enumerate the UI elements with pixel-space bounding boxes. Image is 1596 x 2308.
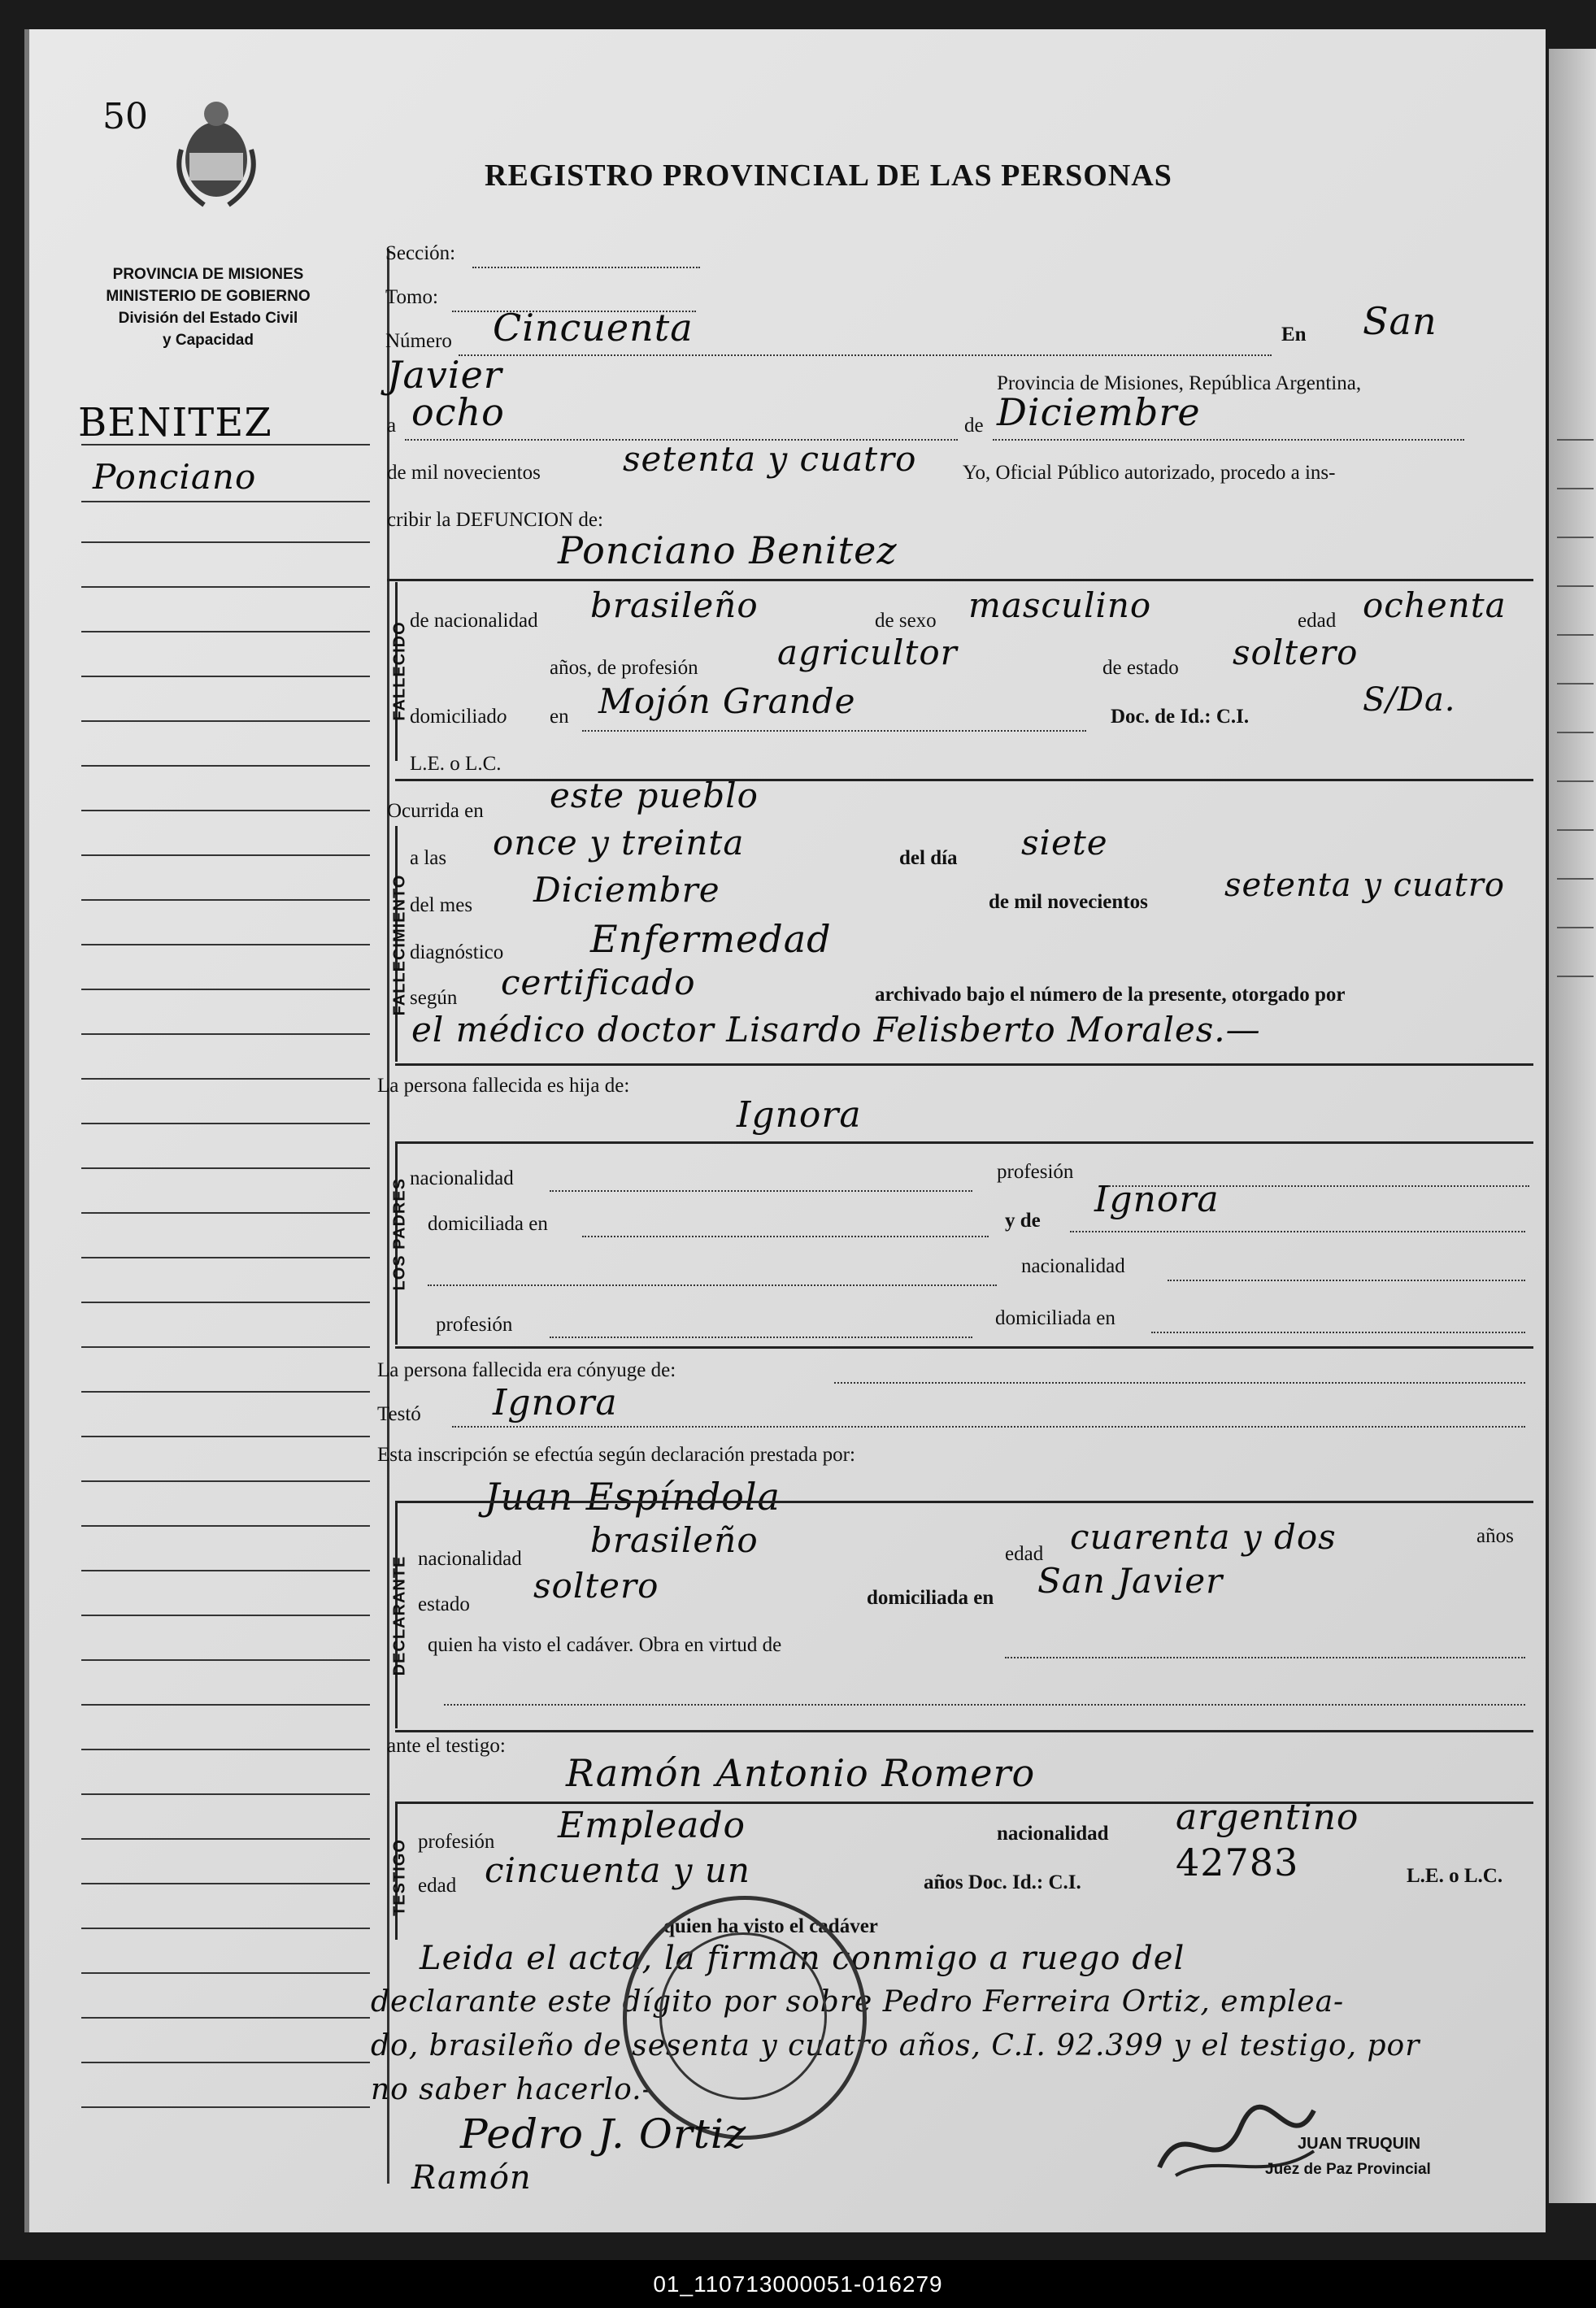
- nacionalidad-value: argentino: [1176, 1797, 1359, 1838]
- org-block: [78, 263, 338, 351]
- fallecimiento-side-label: FALLECIMIENTO: [390, 874, 409, 1016]
- segun-label: según: [410, 987, 458, 1009]
- ocurrida-label: Ocurrida en: [387, 800, 484, 822]
- dia-value: siete: [1021, 823, 1108, 863]
- edad-value: ochenta: [1363, 585, 1507, 625]
- provincia-text: Provincia de Misiones, República Argentina,: [997, 372, 1362, 394]
- signature: Ramón: [411, 2159, 532, 2197]
- margin-divider: [387, 249, 389, 2184]
- domiciliada2-label: domiciliada en: [995, 1307, 1115, 1329]
- domicilio-value: San Javier: [1037, 1561, 1224, 1601]
- day-value: ocho: [411, 390, 505, 434]
- dia-label: del día: [899, 847, 958, 869]
- edad-label: edad: [418, 1875, 457, 1897]
- padre-value: Ignora: [737, 1094, 862, 1136]
- ocurrida-value: este pueblo: [550, 776, 759, 815]
- deceased-name: Ponciano Benitez: [558, 528, 898, 572]
- mes-label: del mes: [410, 894, 473, 916]
- profesion-label: profesión: [997, 1161, 1074, 1183]
- domicilio-value: Mojón Grande: [598, 681, 856, 721]
- closing-line: no saber hacerlo.-: [371, 2073, 653, 2106]
- image-caption: 01_110713000051-016279: [0, 2260, 1596, 2308]
- edad-label: edad: [1298, 610, 1337, 632]
- en-label: en: [550, 706, 569, 728]
- en-label: En: [1281, 324, 1307, 346]
- cadaver-label: quien ha visto el cadáver: [663, 1915, 878, 1937]
- month-value: Diciembre: [997, 390, 1201, 434]
- domiciliado-suffix: o: [496, 706, 507, 728]
- testigo-side-label: TESTIGO: [390, 1839, 409, 1916]
- madre-value: Ignora: [1094, 1179, 1220, 1220]
- signature: Pedro J. Ortiz: [460, 2110, 747, 2158]
- declaracion-label: Esta inscripción se efectúa según declaración prestada por:: [377, 1444, 855, 1466]
- estado-value: soltero: [1233, 632, 1359, 672]
- archivado-text: archivado bajo el número de la presente, otorgado por: [875, 984, 1346, 1006]
- oficial-text: Yo, Oficial Público autorizado, procedo a ins-: [963, 462, 1336, 484]
- fallecido-side-label: FALLECIDO: [390, 621, 409, 721]
- conyuge-label: La persona fallecida era cónyuge de:: [377, 1359, 676, 1381]
- testo-value: Ignora: [493, 1382, 618, 1423]
- le-label: L.E. o L.C.: [1407, 1865, 1503, 1887]
- numero-label: Número: [385, 330, 452, 352]
- org-line: MINISTERIO DE GOBIERNO: [106, 288, 311, 305]
- edad-value: cincuenta y un: [485, 1850, 750, 1890]
- declarante-name: Juan Espíndola: [485, 1475, 781, 1519]
- coat-of-arms-icon: [172, 93, 261, 215]
- domiciliada-label: domiciliada en: [867, 1587, 994, 1609]
- anio-value: setenta y cuatro: [1224, 867, 1505, 904]
- hora-value: once y treinta: [493, 823, 745, 863]
- official-title: Juez de Paz Provincial: [1265, 2161, 1431, 2178]
- estado-label: de estado: [1102, 657, 1179, 679]
- nacionalidad-label: de nacionalidad: [410, 610, 538, 632]
- profesion2-label: profesión: [436, 1314, 513, 1336]
- hija-label: La persona fallecida es hija de:: [377, 1075, 630, 1097]
- declarante-side-label: DECLARANTE: [390, 1555, 409, 1676]
- estado-label: estado: [418, 1593, 470, 1615]
- doc-label: Doc. de Id.: C.I.: [1111, 706, 1250, 728]
- de-label: de: [964, 415, 984, 437]
- nacionalidad-value: brasileño: [590, 1520, 759, 1560]
- mes-value: Diciembre: [533, 870, 720, 910]
- org-line: PROVINCIA DE MISIONES: [112, 266, 304, 283]
- segun-value: certificado: [501, 963, 696, 1002]
- sexo-label: de sexo: [875, 610, 937, 632]
- y-de-label: y de: [1005, 1210, 1041, 1232]
- padres-side-label: LOS PADRES: [390, 1177, 409, 1291]
- testigo-name: Ramón Antonio Romero: [566, 1751, 1036, 1795]
- nacionalidad-label: nacionalidad: [410, 1167, 514, 1189]
- margin-surname: BENITEZ: [78, 400, 272, 446]
- le-label: L.E. o L.C.: [410, 753, 502, 775]
- org-line: y Capacidad: [163, 332, 254, 349]
- doc-value: 42783: [1176, 1841, 1299, 1884]
- numero-value: Cincuenta: [493, 306, 694, 350]
- profesion-value: Empleado: [558, 1805, 746, 1846]
- page-number: 50: [102, 96, 148, 137]
- nacionalidad-label: nacionalidad: [418, 1548, 522, 1570]
- a-label: a: [387, 415, 397, 437]
- testo-label: Testó: [377, 1403, 421, 1425]
- place-value: San: [1363, 299, 1437, 343]
- diagnostico-value: Enfermedad: [590, 917, 832, 961]
- cadaver-label: quien ha visto el cadáver. Obra en virtud de: [428, 1634, 782, 1656]
- mil-label: de mil novecientos: [989, 891, 1148, 913]
- tomo-label: Tomo:: [385, 286, 438, 308]
- profesion-value: agricultor: [777, 632, 958, 672]
- anos-doc-label: años Doc. Id.: C.I.: [924, 1871, 1081, 1893]
- closing-line: declarante este dígito por sobre Pedro Ferreira Ortiz, emplea-: [371, 1985, 1345, 2019]
- estado-value: soltero: [533, 1566, 659, 1606]
- org-line: División del Estado Civil: [118, 310, 298, 327]
- nacionalidad2-label: nacionalidad: [1021, 1255, 1125, 1277]
- nacionalidad-value: brasileño: [590, 585, 759, 625]
- anos-profesion-label: años, de profesión: [550, 657, 698, 679]
- diagnostico-label: diagnóstico: [410, 941, 504, 963]
- edad-value: cuarenta y dos: [1070, 1517, 1337, 1557]
- closing-line: do, brasileño de sesenta y cuatro años, C.I. 92.399 y el testigo, por: [371, 2029, 1420, 2062]
- place-value-cont: Javier: [387, 353, 502, 397]
- profesion-label: profesión: [418, 1831, 495, 1853]
- domiciliado-label: domiciliad: [410, 706, 497, 728]
- nacionalidad-label: nacionalidad: [997, 1823, 1109, 1845]
- medico-value: el médico doctor Lisardo Felisberto Morales.—: [411, 1010, 1261, 1050]
- register-page: [24, 29, 1546, 2232]
- official-name: JUAN TRUQUIN: [1298, 2135, 1421, 2153]
- sexo-value: masculino: [968, 585, 1152, 625]
- year-value: setenta y cuatro: [623, 439, 917, 479]
- doc-value: S/Da.: [1363, 681, 1456, 719]
- seccion-label: Sección:: [385, 242, 456, 264]
- mil-label: de mil novecientos: [387, 462, 541, 484]
- domiciliada-label: domiciliada en: [428, 1213, 548, 1235]
- next-page-edge: [1549, 49, 1596, 2203]
- inscribir-text: cribir la DEFUNCION de:: [387, 509, 603, 531]
- anos-label: años: [1476, 1525, 1514, 1547]
- official-seal-icon: [623, 1896, 867, 2140]
- page-title: REGISTRO PROVINCIAL DE LAS PERSONAS: [485, 159, 1172, 193]
- closing-line: Leida el acta, la firman conmigo a ruego del: [420, 1940, 1185, 1977]
- edad-label: edad: [1005, 1543, 1044, 1565]
- margin-given-name: Ponciano: [93, 457, 257, 497]
- ante-label: ante el testigo:: [387, 1735, 506, 1757]
- a-las-label: a las: [410, 847, 447, 869]
